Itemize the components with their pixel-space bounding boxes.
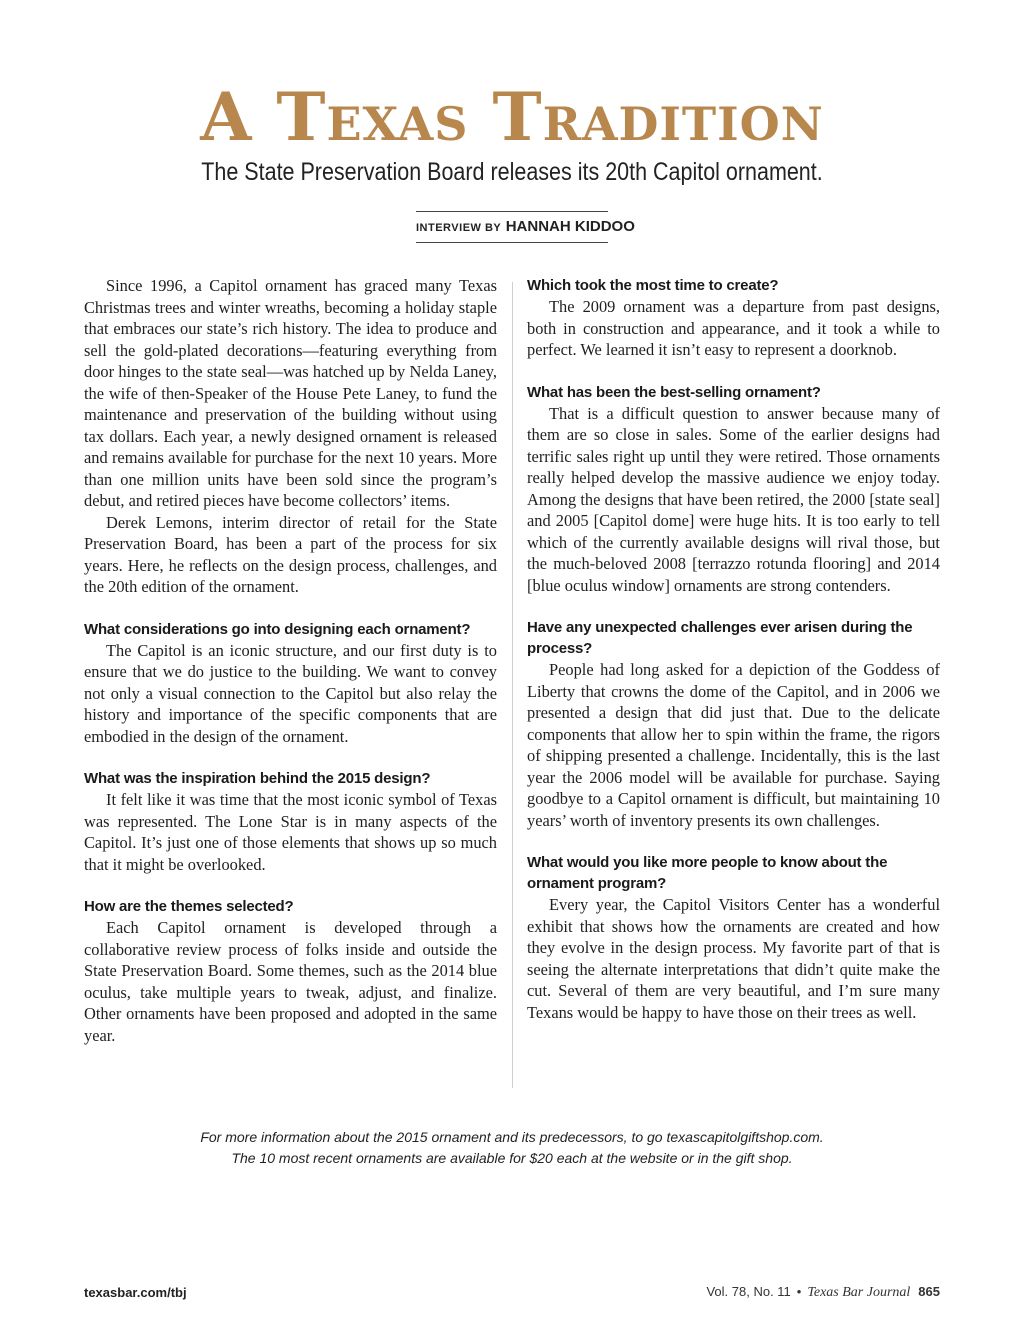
question-heading: What considerations go into designing each ornament? (84, 620, 471, 638)
answer-paragraph: That is a difficult question to answer because many of them are so close in sales. Some of the earlier designs had terrific sales right up until they were retired. Those ornaments really helped develop the massive audience we enjoy today. Among the designs that have been retired, the 2000 [state seal] and 2005 [Capitol dome] were huge hits. It is too early to tell which of the currently available designs will rival those, but the much-beloved 2008 [terrazzo rotunda flooring] and 2014 [blue oculus window] ornaments are strong contenders. (527, 403, 940, 595)
answer-paragraph: People had long asked for a depiction of the Goddess of Liberty that crowns the dome of the Capitol, and in 2006 we presented a design that did just that. Due to the delicate components that allow her to spin within the frame, the rigors of shipping presented a challenge. Incidentally, this is the last year the 2006 model will be available for purchase. Saying goodbye to a Capitol ornament is difficult, but maintaining 10 years’ worth of inventory presents its own challenges. (527, 660, 940, 830)
byline (416, 211, 635, 243)
intro-paragraph: Derek Lemons, interim director of retail for the State Preservation Board, has been a part of the process for six years. Here, he reflects on the design process, challenges, and the 20th edition of the ornament. (84, 512, 497, 596)
footnote-line: For more information about the 2015 ornament and its predecessors, to go texascapitolgiftshop.com. (200, 1129, 824, 1145)
byline-label: INTERVIEW BY (416, 222, 502, 234)
answer-paragraph: The 2009 ornament was a departure from past designs, both in construction and appearance, and it took a while to perfect. We learned it isn’t easy to represent a doorknob. (527, 297, 940, 359)
left-column (84, 275, 497, 1046)
answer-paragraph: Each Capitol ornament is developed through a collaborative review process of folks inside and outside the State Preservation Board. Some themes, such as the 2014 blue oculus, take multiple years to tweak, adjust, and finalize. Other ornaments have been proposed and adopted in the same year. (84, 918, 497, 1045)
footer-info (706, 1284, 940, 1301)
page-subtitle: The State Preservation Board releases its 20th Capitol ornament. (201, 158, 823, 186)
question-heading: What has been the best-selling ornament? (527, 383, 821, 401)
right-column (527, 275, 940, 1023)
page-title: A Texas Tradition (200, 78, 824, 156)
question-heading: What would you like more people to know about the ornament program? (527, 854, 888, 892)
question-heading: Have any unexpected challenges ever arisen during the process? (527, 619, 913, 657)
intro-paragraph: Since 1996, a Capitol ornament has graced many Texas Christmas trees and winter wreaths, becoming a holiday staple that embraces our state’s rich history. The idea to produce and sell the gold-plated decorations—featuring everything from door hinges to the state seal—was hatched up by Nelda Laney, the wife of then-Speaker of the House Pete Laney, to fund the maintenance and preservation of the building without using tax dollars. Each year, a newly designed ornament is released and remains available for purchase for the next 10 years. More than one million units have been sold since the program’s debut, and retired pieces have become collectors’ items. (84, 276, 497, 510)
answer-paragraph: Every year, the Capitol Visitors Center has a wonderful exhibit that shows how the ornaments are created and how they evolve in the design process. My favorite part of that is seeing the alternate interpretations that didn’t quite make the cut. Several of them are very beautiful, and I’m sure many Texans would be happy to have those on their trees as well. (527, 895, 940, 1022)
volume-label: Vol. 78, No. 11 (706, 1284, 791, 1299)
journal-name: Texas Bar Journal (807, 1285, 911, 1300)
column-divider (512, 282, 513, 1088)
question-heading: What was the inspiration behind the 2015 design? (84, 770, 431, 787)
answer-paragraph: It felt like it was time that the most iconic symbol of Texas was represented. The Lone Star is in many aspects of the Capitol. It’s just one of those elements that shows up so much that it might be overlooked. (84, 790, 497, 874)
footer-url: texasbar.com/tbj (84, 1285, 187, 1300)
question-heading: Which took the most time to create? (527, 277, 779, 294)
page-number: 865 (918, 1284, 940, 1299)
footnote-line: The 10 most recent ornaments are available for $20 each at the website or in the gift shop. (231, 1150, 793, 1166)
bullet-separator: • (796, 1284, 802, 1299)
byline-author: HANNAH KIDDOO (505, 218, 635, 235)
answer-paragraph: The Capitol is an iconic structure, and our first duty is to ensure that we do justice to the building. We want to convey not only a visual connection to the Capitol but also relay the history and importance of the specific components that are embodied in the design of the ornament. (84, 640, 497, 746)
question-heading: How are the themes selected? (84, 898, 294, 915)
footnote (0, 1127, 1024, 1169)
